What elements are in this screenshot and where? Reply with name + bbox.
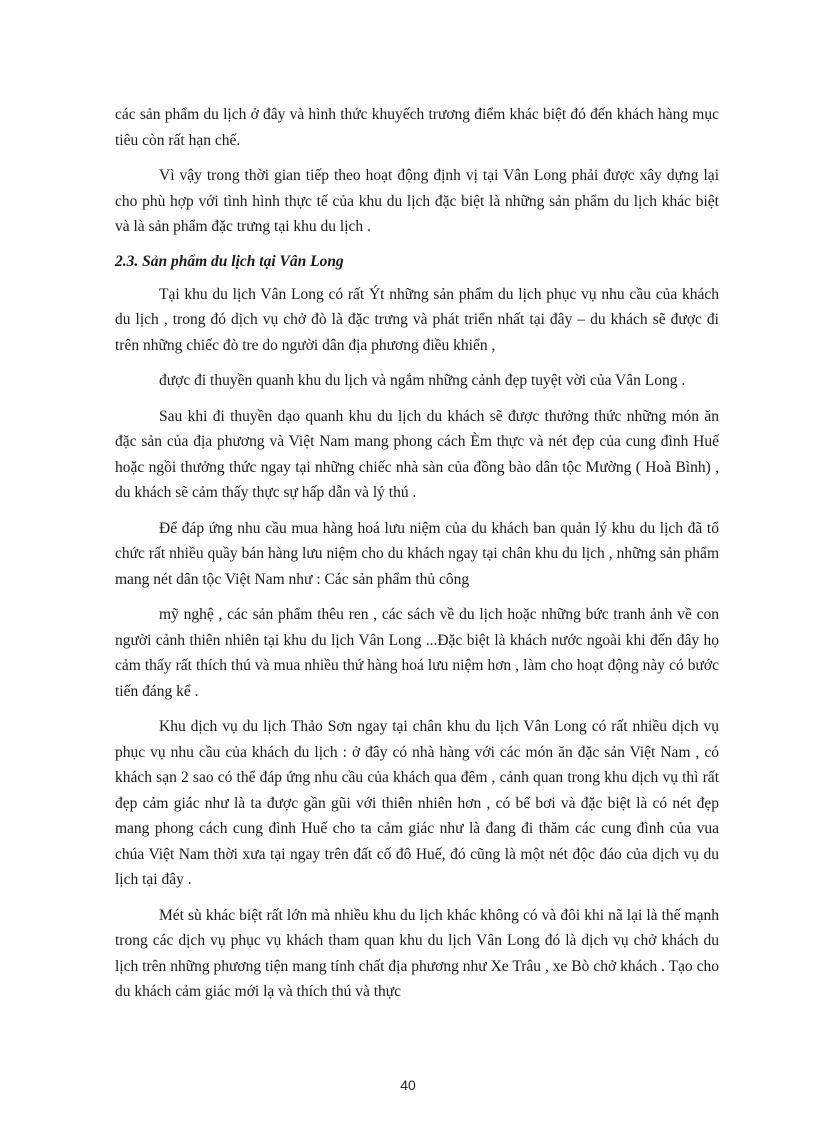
paragraph: Tại khu du lịch Vân Long có rất Ýt những sản phẩm du lịch phục vụ nhu cầu của khách du lịch , trong đó dịch vụ chở đò là đặc trưng và phát triển nhất tại đây – du khách sẽ được đi trên những chiếc đò tre do người dân địa phương điều khiển , — [115, 285, 719, 354]
page-number: 40 — [400, 1077, 416, 1093]
paragraph: Sau khi đi thuyền dạo quanh khu du lịch du khách sẽ được thưởng thức những món ăn đặc sản của địa phương và Việt Nam mang phong cách Èm thực và nét đẹp của cung đình Huế hoặc ngồi thưởng thức ngay tại những chiếc nhà sàn của đồng bào dân tộc Mường ( Hoà Bình) , du khách sẽ cảm thấy thực sự hấp dẫn và lý thú . — [115, 407, 719, 501]
paragraph: Mét sù khác biệt rất lớn mà nhiều khu du lịch khác không có và đôi khi nã lại là thế mạnh trong các dịch vụ phục vụ khách tham quan khu du lịch Vân Long đó là dịch vụ chở khách du lịch trên những phương tiện mang tính chất địa phương như Xe Trâu , xe Bò chở khách . Tạo cho du khách cảm giác mới lạ và thích thú và thực — [115, 906, 719, 1000]
paragraph: Để đáp ứng nhu cầu mua hàng hoá lưu niệm của du khách ban quản lý khu du lịch đã tổ chức rất nhiều quầy bán hàng lưu niệm cho du khách ngay tại chân khu du lịch , những sản phẩm mang nét dân tộc Việt Nam như : Các sản phẩm thủ công — [115, 519, 719, 588]
paragraph: được đi thuyền quanh khu du lịch và ngắm những cảnh đẹp tuyệt vời của Vân Long . — [159, 372, 686, 389]
section-heading: 2.3. Sản phẩm du lịch tại Vân Long — [115, 252, 344, 270]
paragraph-continued: các sản phẩm du lịch ở đây và hình thức khuyếch trương điểm khác biệt đó đến khách hàng mục tiêu còn rất hạn chế. — [115, 106, 719, 149]
paragraph: Vì vậy trong thời gian tiếp theo hoạt động định vị tại Vân Long phải được xây dựng lại cho phù hợp với tình hình thực tế của khu du lịch đặc biệt là những sản phẩm du lịch khác biệt và là sản phẩm đặc trưng tại khu du lịch . — [115, 167, 719, 235]
document-body — [115, 102, 719, 1015]
paragraph: Khu dịch vụ du lịch Thảo Sơn ngay tại chân khu du lịch Vân Long có rất nhiều dịch vụ phục vụ nhu cầu của khách du lịch : ở đây có nhà hàng với các món ăn đặc sản Việt Nam , có khách sạn 2 sao có thể đáp ứng nhu cầu của khách qua đêm , cảnh quan trong khu dịch vụ thì rất đẹp cảm giác như là ta được gần gũi với thiên nhiên hơn , có bể bơi và đặc biệt là có nét đẹp mang phong cách cung đình Huế cho ta cảm giác như là đang đi thăm các cung đình của vua chúa Việt Nam thời xưa tại ngay trên đất cố đô Huế, đó cũng là một nét độc đáo của dịch vụ du lịch tại đây . — [115, 718, 719, 888]
paragraph: mỹ nghệ , các sản phẩm thêu ren , các sách về du lịch hoặc những bức tranh ảnh về con người cảnh thiên nhiên tại khu du lịch Vân Long ...Đặc biệt là khách nước ngoài khi đến đây họ cảm thấy rất thích thú và mua nhiều thứ hàng hoá lưu niệm hơn , làm cho hoạt động này có bước tiến đáng kể . — [115, 606, 719, 700]
